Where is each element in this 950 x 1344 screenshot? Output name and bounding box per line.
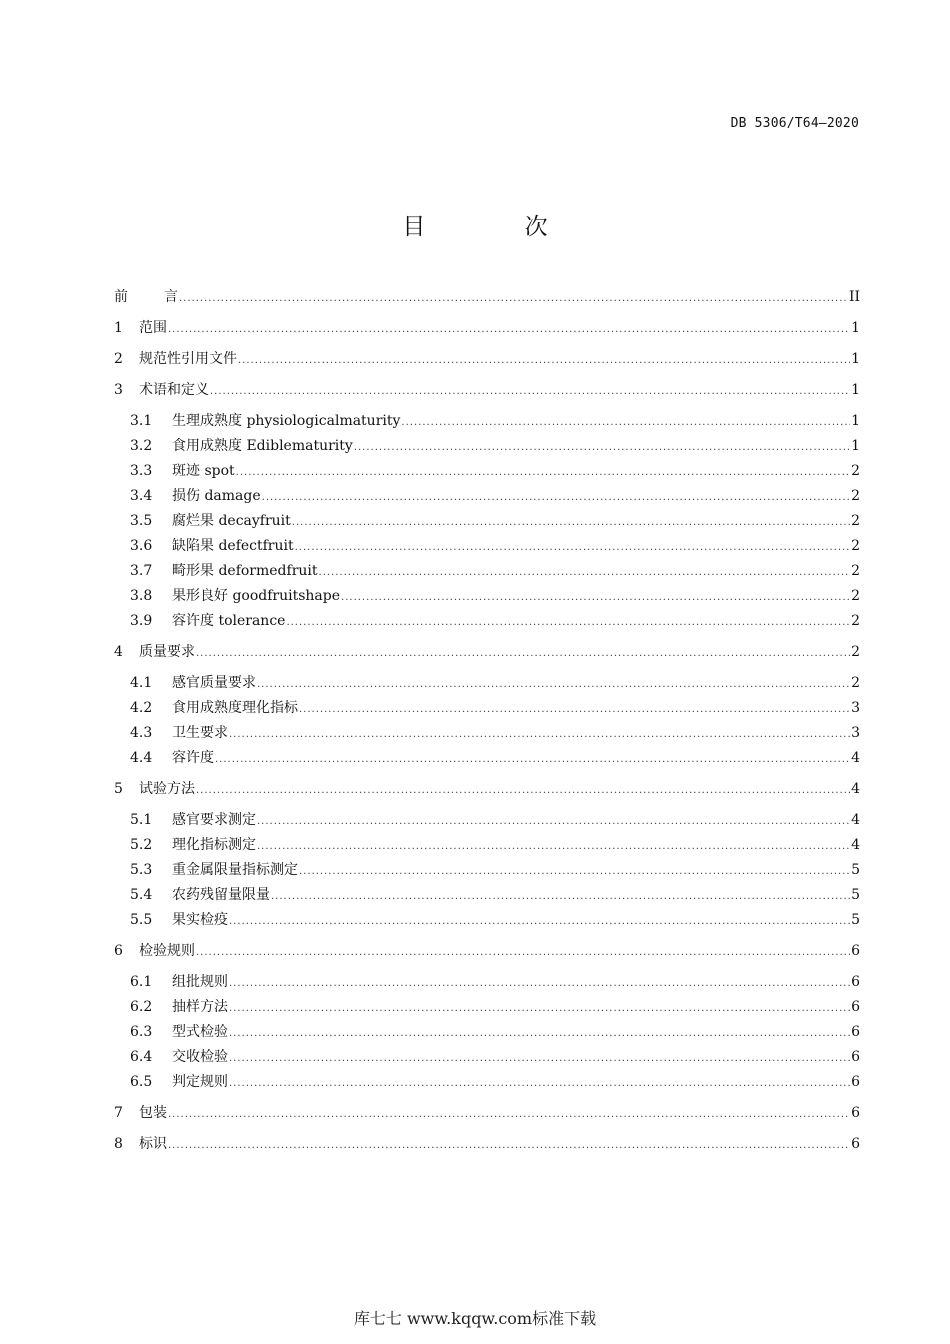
toc-leader-dots (271, 891, 850, 902)
toc-entry[interactable] (130, 1046, 860, 1068)
toc-entry[interactable] (130, 834, 860, 856)
toc-entry-label: 包装 (139, 1105, 167, 1121)
toc-entry-page: 1 (851, 413, 860, 429)
toc-entry-label: 感官质量要求 (172, 675, 256, 691)
toc-entry-number: 3.5 (130, 513, 153, 529)
toc-entry-label: 规范性引用文件 (139, 351, 237, 367)
toc-entry-label: 检验规则 (139, 943, 195, 959)
toc-entry-number: 4.3 (130, 725, 153, 741)
toc-entry-label: 质量要求 (139, 644, 195, 660)
toc-entry-label: 容许度 tolerance (172, 613, 286, 629)
toc-leader-dots (229, 1053, 850, 1064)
toc-entry-page: 5 (851, 912, 860, 928)
toc-leader-dots (210, 386, 850, 397)
toc-leader-dots (262, 492, 850, 503)
toc-entry-label: 损伤 damage (172, 488, 261, 504)
toc-entry-page: 4 (851, 781, 860, 797)
toc-leader-dots (229, 1028, 850, 1039)
toc-entry-number: 6 (114, 943, 123, 959)
toc-entry[interactable] (130, 971, 860, 993)
toc-entry-page: II (848, 289, 860, 305)
toc-leader-dots (196, 648, 850, 659)
toc-entry-page: 2 (851, 563, 860, 579)
toc-entry-number: 1 (114, 320, 123, 336)
toc-entry-page: 3 (851, 725, 860, 741)
toc-entry[interactable] (130, 996, 860, 1018)
toc-entry-number: 6.5 (130, 1074, 153, 1090)
toc-leader-dots (257, 841, 850, 852)
toc-entry-label: 腐烂果 decayfruit (172, 513, 291, 529)
toc-entry[interactable] (130, 535, 860, 557)
toc-entry-number: 5.4 (130, 887, 153, 903)
toc-entry-number: 3.7 (130, 563, 153, 579)
toc-entry-number: 5.5 (130, 912, 153, 928)
toc-leader-dots (229, 1003, 850, 1014)
toc-entry[interactable] (130, 859, 860, 881)
toc-entry[interactable] (130, 460, 860, 482)
toc-entry-label: 畸形果 deformedfruit (172, 563, 318, 579)
toc-entry-number: 8 (114, 1136, 123, 1152)
toc-leader-dots (257, 816, 850, 827)
toc-entry-page: 4 (851, 837, 860, 853)
toc-entry[interactable] (114, 940, 860, 962)
toc-entry-page: 2 (851, 488, 860, 504)
toc-leader-dots (292, 517, 850, 528)
toc-entry-number: 3.8 (130, 588, 153, 604)
toc-entry[interactable] (114, 286, 860, 308)
toc-entry[interactable] (130, 585, 860, 607)
toc-leader-dots (236, 467, 850, 478)
toc-entry-page: 6 (851, 974, 860, 990)
toc-entry-page: 4 (851, 750, 860, 766)
toc-entry-number: 3.6 (130, 538, 153, 554)
toc-entry[interactable] (114, 379, 860, 401)
standard-code: DB 5306/T64—2020 (730, 116, 859, 131)
toc-entry-number: 5.2 (130, 837, 153, 853)
toc-leader-dots (319, 567, 851, 578)
toc-entry-number: 3.4 (130, 488, 153, 504)
toc-leader-dots (196, 785, 850, 796)
page-title: 目 次 (402, 214, 594, 240)
toc-entry-label: 缺陷果 defectfruit (172, 538, 294, 554)
toc-entry-page: 3 (851, 700, 860, 716)
toc-entry-page: 6 (851, 1105, 860, 1121)
toc-entry-label: 果实检疫 (172, 912, 228, 928)
toc-entry-label: 斑迹 spot (172, 463, 235, 479)
toc-leader-dots (168, 1140, 850, 1151)
toc-entry-number: 4 (114, 644, 123, 660)
toc-entry[interactable] (130, 485, 860, 507)
toc-entry[interactable] (130, 672, 860, 694)
toc-leader-dots (168, 1109, 850, 1120)
toc-entry-page: 6 (851, 999, 860, 1015)
toc-leader-dots (341, 592, 850, 603)
toc-entry-label: 卫生要求 (172, 725, 228, 741)
toc-entry[interactable] (130, 747, 860, 769)
toc-leader-dots (229, 978, 850, 989)
toc-entry[interactable] (130, 435, 860, 457)
toc-entry[interactable] (130, 1021, 860, 1043)
toc-entry-label: 农药残留量限量 (172, 887, 270, 903)
toc-entry[interactable] (130, 410, 860, 432)
toc-entry[interactable] (114, 1133, 860, 1155)
toc-entry-page: 5 (851, 862, 860, 878)
toc-entry-label: 型式检验 (172, 1024, 228, 1040)
toc-leader-dots (229, 729, 850, 740)
toc-entry-number: 5.3 (130, 862, 153, 878)
toc-entry-page: 6 (851, 1049, 860, 1065)
toc-entry-number: 前 (114, 289, 128, 305)
toc-entry-number: 5 (114, 781, 123, 797)
toc-entry-number: 4.2 (130, 700, 153, 716)
toc-entry[interactable] (130, 610, 860, 632)
toc-leader-dots (179, 293, 848, 304)
toc-entry-number: 6.4 (130, 1049, 153, 1065)
toc-entry-label: 抽样方法 (172, 999, 228, 1015)
toc-entry-page: 2 (851, 538, 860, 554)
toc-entry-number: 4.1 (130, 675, 153, 691)
toc-entry-page: 1 (851, 382, 860, 398)
footer-watermark: 库七七 www.kqqw.com标准下载 (353, 1309, 597, 1328)
toc-leader-dots (238, 355, 850, 366)
toc-leader-dots (299, 866, 850, 877)
toc-entry-number: 5.1 (130, 812, 153, 828)
toc-entry-page: 2 (851, 513, 860, 529)
toc-entry[interactable] (130, 722, 860, 744)
toc-entry[interactable] (130, 909, 860, 931)
toc-entry-page: 2 (851, 588, 860, 604)
toc-entry[interactable] (114, 641, 860, 663)
toc-entry[interactable] (130, 510, 860, 532)
toc-entry-label: 范围 (139, 320, 167, 336)
toc-entry-number: 6.3 (130, 1024, 153, 1040)
toc-entry-label: 食用成熟度理化指标 (172, 700, 298, 716)
toc-entry-page: 2 (851, 644, 860, 660)
toc-entry[interactable] (130, 560, 860, 582)
toc-entry-page: 2 (851, 613, 860, 629)
toc-entry-label: 感官要求测定 (172, 812, 256, 828)
toc-leader-dots (196, 947, 850, 958)
toc-entry[interactable] (114, 348, 860, 370)
toc-entry-label: 试验方法 (139, 781, 195, 797)
toc-entry-label: 果形良好 goodfruitshape (172, 588, 341, 604)
toc-entry-number: 7 (114, 1105, 123, 1121)
toc-entry-page: 1 (851, 320, 860, 336)
toc-entry-page: 1 (851, 351, 860, 367)
toc-entry-number: 3.1 (130, 413, 153, 429)
toc-leader-dots (354, 442, 850, 453)
toc-leader-dots (299, 704, 850, 715)
toc-entry-page: 6 (851, 1074, 860, 1090)
toc-entry-label: 重金属限量指标测定 (172, 862, 298, 878)
toc-entry-page: 2 (851, 675, 860, 691)
toc-entry-page: 2 (851, 463, 860, 479)
toc-entry-number: 6.1 (130, 974, 153, 990)
toc-entry-label: 容许度 (172, 750, 214, 766)
toc-entry-number: 2 (114, 351, 123, 367)
toc-entry-number: 3.2 (130, 438, 153, 454)
toc-leader-dots (295, 542, 850, 553)
toc-entry-label: 生理成熟度 physiologicalmaturity (172, 413, 401, 429)
toc-entry-number: 3 (114, 382, 123, 398)
toc-entry-page: 6 (851, 943, 860, 959)
toc-leader-dots (401, 417, 850, 428)
toc-entry[interactable] (130, 1071, 860, 1093)
toc-entry-number: 3.9 (130, 613, 153, 629)
toc-entry[interactable] (114, 317, 860, 339)
toc-leader-dots (168, 324, 850, 335)
toc-entry-page: 6 (851, 1136, 860, 1152)
toc-entry-number: 3.3 (130, 463, 153, 479)
toc-entry-label: 术语和定义 (139, 382, 209, 398)
toc-entry-label: 标识 (139, 1136, 167, 1152)
toc-leader-dots (229, 916, 850, 927)
toc-leader-dots (257, 679, 850, 690)
toc-entry-number: 4.4 (130, 750, 153, 766)
toc-entry-label: 判定规则 (172, 1074, 228, 1090)
toc-entry-page: 5 (851, 887, 860, 903)
toc-entry-label: 组批规则 (172, 974, 228, 990)
toc-entry[interactable] (130, 884, 860, 906)
toc-entry[interactable] (130, 809, 860, 831)
toc-leader-dots (229, 1078, 850, 1089)
toc-entry[interactable] (114, 1102, 860, 1124)
toc-entry-label: 食用成熟度 Ediblematurity (172, 438, 353, 454)
toc-entry-label: 言 (164, 289, 178, 305)
toc-leader-dots (286, 617, 850, 628)
toc-leader-dots (215, 754, 850, 765)
toc-entry-page: 6 (851, 1024, 860, 1040)
toc-entry-page: 1 (851, 438, 860, 454)
toc-entry-label: 交收检验 (172, 1049, 228, 1065)
toc-entry[interactable] (130, 697, 860, 719)
toc-entry[interactable] (114, 778, 860, 800)
toc-entry-page: 4 (851, 812, 860, 828)
toc-entry-number: 6.2 (130, 999, 153, 1015)
toc-entry-label: 理化指标测定 (172, 837, 256, 853)
